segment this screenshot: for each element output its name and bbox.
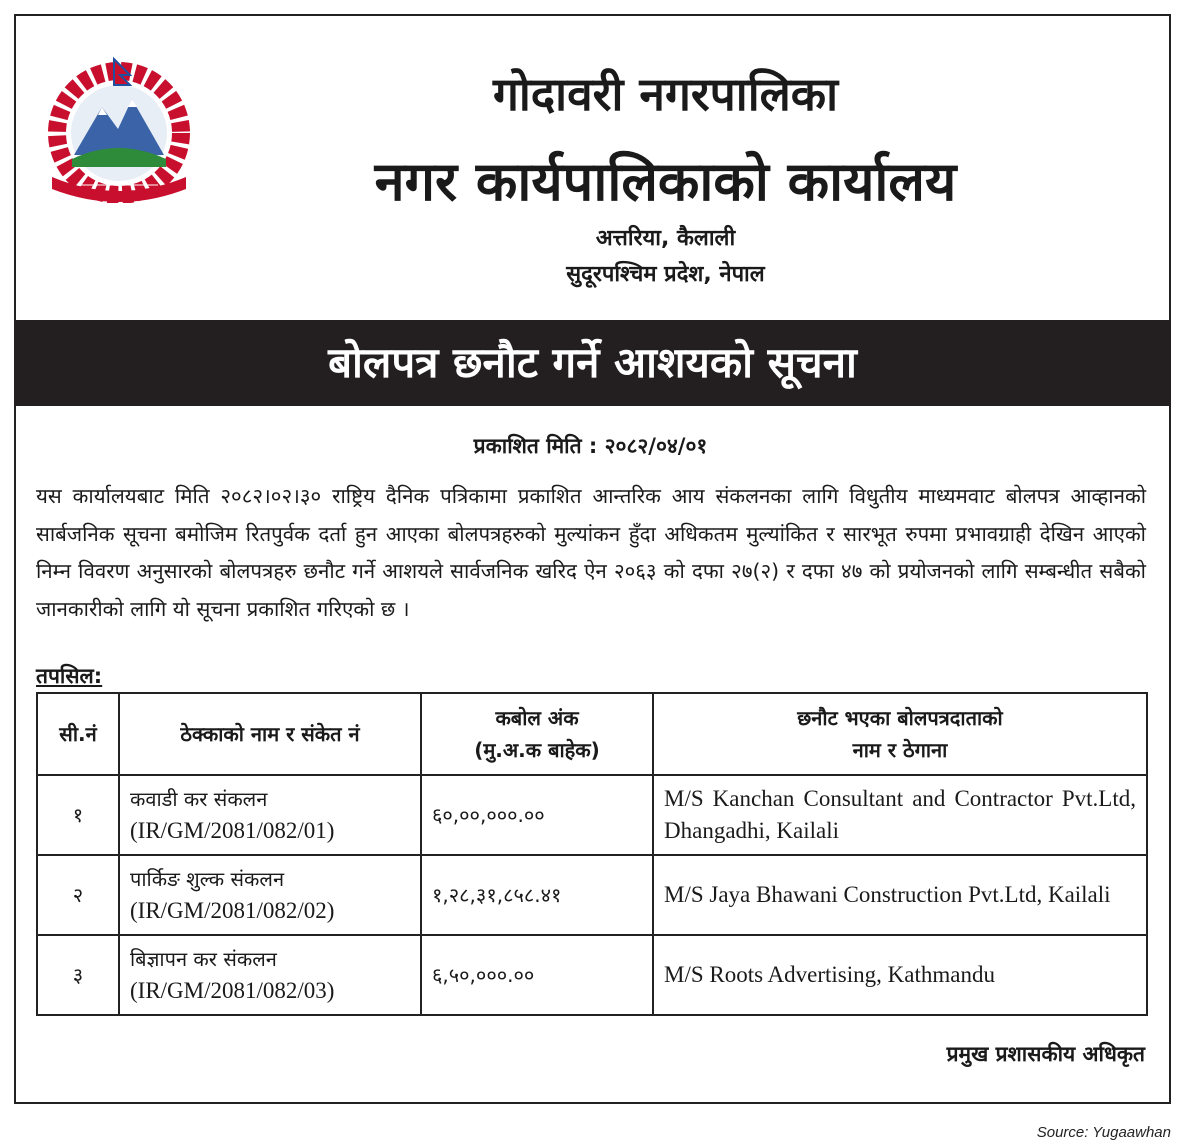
contract-code: (IR/GM/2081/082/01) <box>130 818 335 843</box>
header-bidder-line2: नाम र ठेगाना <box>852 738 948 762</box>
municipality-name: गोदावरी नगरपालिका <box>492 67 839 121</box>
notice-paragraph: यस कार्यालयबाट मिति २०८२।०२।३० राष्ट्रिय दैनिक पत्रिकामा प्रकाशित आन्तरिक आय संकलनका लागि विधुतीय माध्यमवाट बोलपत्र आव्हानको सार्बजनिक सूचना बमोजिम रितपुर्वक दर्ता हुन आएका बोलपत्रहरुको मुल्यांकन हुँदा अधिकतम मुल्यांकित र सारभूत रुपमा प्रभावग्राही देखिन आएको निम्न विवरण अनुसारको बोलपत्रहरु छनौट गर्ने आशयले सार्वजनिक खरिद ऐन २०६३ को दफा २७(२) र दफा ४७ को प्रयोजनको लागि सम्बन्धीत सबैको जानकारीको लागि यो सूचना प्रकाशित गरिएको छ । <box>36 484 1146 621</box>
header-bidder <box>653 693 1147 775</box>
header-sn: सी.नं <box>37 693 119 775</box>
header-bidder-line1: छनौट भएका बोलपत्रदाताको <box>797 706 1003 730</box>
header-amount <box>421 693 653 775</box>
row-contract <box>119 775 421 855</box>
row-amount: ६०,००,०००.०० <box>421 775 653 855</box>
row-bidder: M/S Kanchan Consultant and Contractor Pvt.Ltd, Dhangadhi, Kailali <box>653 775 1147 855</box>
contract-name: पार्किङ शुल्क संकलन <box>130 867 285 891</box>
signatory-title: प्रमुख प्रशासकीय अधिकृत <box>946 1042 1145 1066</box>
contract-code: (IR/GM/2081/082/02) <box>130 898 335 923</box>
header-amount-line1: कबोल अंक <box>495 706 579 730</box>
table-row <box>37 775 1147 855</box>
row-contract <box>119 855 421 935</box>
published-date: प्रकाशित मिति : २०८२/०४/०१ <box>473 434 708 458</box>
header-amount-line2: (मु.अ.क बाहेक) <box>474 738 600 762</box>
row-contract <box>119 935 421 1015</box>
row-sn: २ <box>37 855 119 935</box>
office-name: नगर कार्यपालिकाको कार्यालय <box>374 150 957 213</box>
source-credit: Source: Yugaawhan <box>1036 1124 1171 1141</box>
table-row <box>37 935 1147 1015</box>
table-header-row <box>37 693 1147 775</box>
address-line-2: सुदूरपश्चिम प्रदेश, नेपाल <box>566 262 765 287</box>
selection-table <box>36 692 1148 1016</box>
address-line-1: अत्तरिया, कैलाली <box>595 226 736 251</box>
details-label: तपसिल: <box>36 664 103 688</box>
row-sn: ३ <box>37 935 119 1015</box>
header-contract: ठेक्काको नाम र संकेत नं <box>119 693 421 775</box>
row-amount: १,२८,३१,८५८.४१ <box>421 855 653 935</box>
row-sn: १ <box>37 775 119 855</box>
row-bidder: M/S Jaya Bhawani Construction Pvt.Ltd, Kailali <box>653 855 1147 935</box>
table-row <box>37 855 1147 935</box>
contract-code: (IR/GM/2081/082/03) <box>130 978 335 1003</box>
row-bidder: M/S Roots Advertising, Kathmandu <box>653 935 1147 1015</box>
contract-name: कवाडी कर संकलन <box>130 787 268 811</box>
row-amount: ६,५०,०००.०० <box>421 935 653 1015</box>
contract-name: बिज्ञापन कर संकलन <box>130 947 277 971</box>
notice-banner-title: बोलपत्र छनौट गर्ने आशयको सूचना <box>14 320 1171 406</box>
